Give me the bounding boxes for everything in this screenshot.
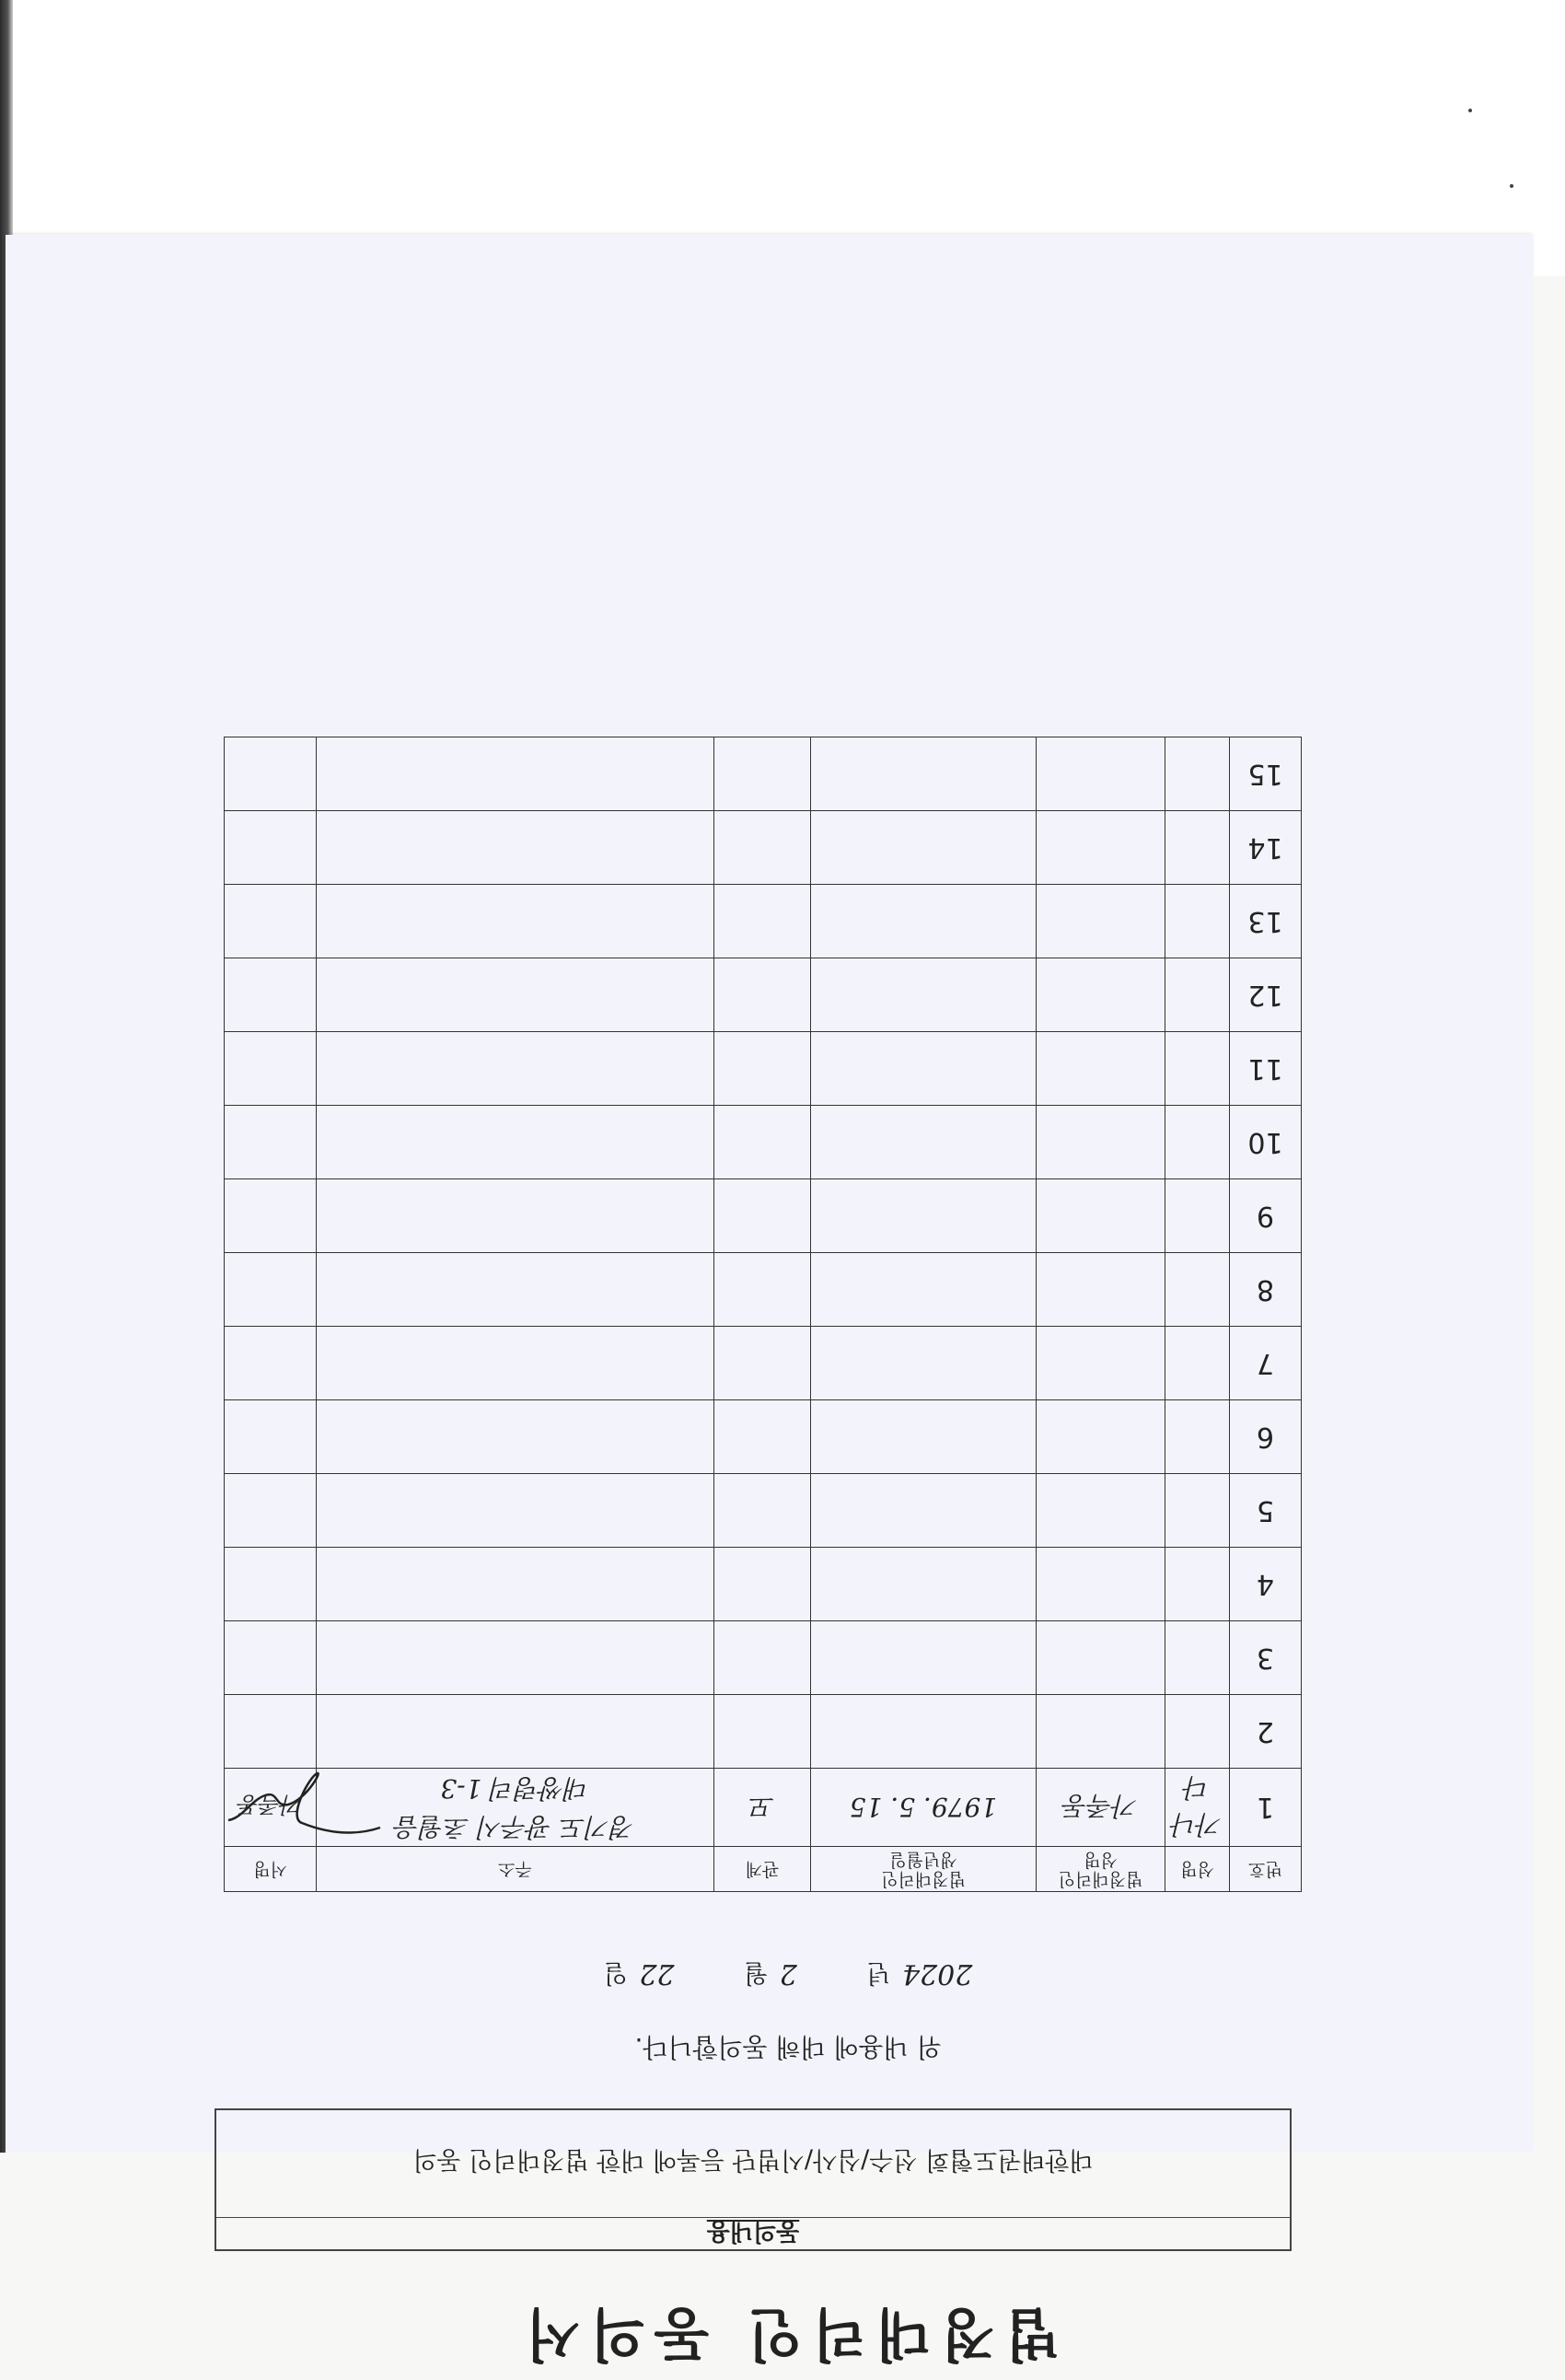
cell-signature xyxy=(225,885,317,958)
cell-address xyxy=(317,811,714,885)
cell-name xyxy=(1165,1474,1230,1548)
cell-name xyxy=(1165,1621,1230,1695)
cell-signature xyxy=(225,1106,317,1179)
date-line xyxy=(190,1957,1386,1993)
cell-signature xyxy=(225,1621,317,1695)
table-row xyxy=(225,1179,1302,1253)
cell-name xyxy=(1165,1548,1230,1621)
table-row xyxy=(225,1106,1302,1179)
cell-guardian-birth xyxy=(811,1400,1037,1474)
cell-no: 10 xyxy=(1230,1106,1302,1179)
cell-no: 12 xyxy=(1230,958,1302,1032)
guardian-table xyxy=(224,737,1302,1892)
cell-signature xyxy=(225,1695,317,1769)
date-day: 22 xyxy=(639,1957,675,1990)
cell-signature xyxy=(225,1769,317,1847)
table-row xyxy=(225,885,1302,958)
table-row xyxy=(225,958,1302,1032)
cell-address xyxy=(317,1548,714,1621)
cell-guardian-name xyxy=(1037,1179,1165,1253)
cell-guardian-birth xyxy=(811,737,1037,811)
cell-no: 15 xyxy=(1230,737,1302,811)
cell-no: 1 xyxy=(1230,1769,1302,1847)
document-content-rotated xyxy=(190,539,1386,2380)
cell-address xyxy=(317,1253,714,1327)
consent-content: 대한태권도협회 선수/심사/시범단 등록에 대한 법정대리인 동의 xyxy=(412,2145,1094,2174)
cell-relation xyxy=(714,1032,811,1106)
cell-signature xyxy=(225,958,317,1032)
cell-no: 5 xyxy=(1230,1474,1302,1548)
cell-guardian-birth xyxy=(811,1327,1037,1400)
cell-no: 6 xyxy=(1230,1400,1302,1474)
header-signature: 서명 xyxy=(225,1847,317,1892)
cell-guardian-birth xyxy=(811,811,1037,885)
table-row xyxy=(225,1032,1302,1106)
cell-guardian-birth xyxy=(811,1106,1037,1179)
cell-guardian-birth xyxy=(811,958,1037,1032)
cell-address-line2: 대쌍령리 1-3 xyxy=(440,1773,590,1804)
cell-name xyxy=(1165,885,1230,958)
cell-address xyxy=(317,1474,714,1548)
consent-box xyxy=(214,2108,1292,2251)
cell-guardian-name xyxy=(1037,1548,1165,1621)
cell-relation xyxy=(714,1106,811,1179)
cell-guardian-name xyxy=(1037,1400,1165,1474)
table-row xyxy=(225,1769,1302,1847)
cell-address xyxy=(317,1106,714,1179)
cell-signature xyxy=(225,1548,317,1621)
cell-relation xyxy=(714,1253,811,1327)
cell-address xyxy=(317,1179,714,1253)
cell-signature xyxy=(225,811,317,885)
cell-address xyxy=(317,1695,714,1769)
table-row xyxy=(225,811,1302,885)
agree-statement: 위 내용에 대해 동의합니다. xyxy=(634,2032,942,2062)
cell-guardian-name xyxy=(1037,1327,1165,1400)
scan-speck xyxy=(1510,184,1513,188)
cell-address xyxy=(317,737,714,811)
cell-guardian-name xyxy=(1037,1474,1165,1548)
cell-no: 9 xyxy=(1230,1179,1302,1253)
cell-guardian-name xyxy=(1037,1106,1165,1179)
signature-text: 가족동 xyxy=(238,1792,303,1818)
cell-guardian-birth xyxy=(811,1548,1037,1621)
cell-guardian-birth: 1979. 5. 15 xyxy=(811,1769,1037,1847)
cell-guardian-birth xyxy=(811,1621,1037,1695)
header-guardian-name-line1: 법정대리인 xyxy=(1058,1868,1143,1889)
table-row xyxy=(225,1327,1302,1400)
cell-signature xyxy=(225,1474,317,1548)
cell-relation xyxy=(714,737,811,811)
cell-address xyxy=(317,1400,714,1474)
cell-name xyxy=(1165,1106,1230,1179)
cell-address xyxy=(317,1032,714,1106)
cell-guardian-name: 가족동 xyxy=(1037,1769,1165,1847)
cell-name xyxy=(1165,1179,1230,1253)
cell-no: 8 xyxy=(1230,1253,1302,1327)
header-no: 번호 xyxy=(1230,1847,1302,1892)
cell-relation xyxy=(714,1621,811,1695)
cell-signature xyxy=(225,1327,317,1400)
date-month: 2 xyxy=(779,1957,797,1990)
cell-guardian-birth xyxy=(811,1253,1037,1327)
date-year: 2024 xyxy=(902,1957,973,1990)
cell-address-line1: 경기도 광주시 초월읍 xyxy=(394,1812,636,1842)
cell-no: 4 xyxy=(1230,1548,1302,1621)
cell-relation xyxy=(714,958,811,1032)
cell-guardian-name xyxy=(1037,1253,1165,1327)
cell-no: 7 xyxy=(1230,1327,1302,1400)
header-guardian-name-line2: 성명 xyxy=(1084,1850,1118,1870)
cell-guardian-birth xyxy=(811,1179,1037,1253)
cell-guardian-birth xyxy=(811,1032,1037,1106)
cell-relation xyxy=(714,885,811,958)
cell-relation xyxy=(714,811,811,885)
table-header-row xyxy=(225,1847,1302,1892)
cell-guardian-name xyxy=(1037,737,1165,811)
cell-guardian-name xyxy=(1037,885,1165,958)
cell-guardian-name xyxy=(1037,1032,1165,1106)
cell-name xyxy=(1165,1400,1230,1474)
header-address: 주소 xyxy=(317,1847,714,1892)
cell-no: 2 xyxy=(1230,1695,1302,1769)
date-year-unit: 년 xyxy=(866,1958,891,1987)
cell-address xyxy=(317,958,714,1032)
consent-heading: 동의내용 xyxy=(216,2217,1290,2249)
cell-guardian-name xyxy=(1037,1695,1165,1769)
cell-address xyxy=(317,1621,714,1695)
document-page xyxy=(6,235,1534,2368)
cell-address xyxy=(317,1327,714,1400)
cell-relation xyxy=(714,1400,811,1474)
table-row xyxy=(225,1548,1302,1621)
scan-speck xyxy=(1468,109,1472,112)
cell-name xyxy=(1165,958,1230,1032)
table-row xyxy=(225,1400,1302,1474)
cell-signature xyxy=(225,1400,317,1474)
cell-no: 14 xyxy=(1230,811,1302,885)
table-row xyxy=(225,1695,1302,1769)
cell-name: 가나다 xyxy=(1165,1769,1230,1847)
table-row xyxy=(225,1474,1302,1548)
cell-no: 13 xyxy=(1230,885,1302,958)
cell-name xyxy=(1165,1253,1230,1327)
table-row xyxy=(225,1253,1302,1327)
cell-relation xyxy=(714,1179,811,1253)
table-row xyxy=(225,1621,1302,1695)
cell-relation xyxy=(714,1327,811,1400)
cell-name xyxy=(1165,1327,1230,1400)
cell-address xyxy=(317,885,714,958)
cell-name xyxy=(1165,811,1230,885)
cell-name xyxy=(1165,737,1230,811)
cell-guardian-birth xyxy=(811,1474,1037,1548)
header-relation: 관계 xyxy=(714,1847,811,1892)
date-month-unit: 월 xyxy=(744,1958,769,1987)
header-guardian-birth xyxy=(811,1847,1037,1892)
cell-signature xyxy=(225,737,317,811)
cell-relation xyxy=(714,1474,811,1548)
header-guardian-birth-line2: 생년월일 xyxy=(889,1850,957,1870)
cell-guardian-name xyxy=(1037,958,1165,1032)
cell-guardian-birth xyxy=(811,885,1037,958)
cell-signature xyxy=(225,1179,317,1253)
cell-relation xyxy=(714,1695,811,1769)
cell-no: 3 xyxy=(1230,1621,1302,1695)
cell-no: 11 xyxy=(1230,1032,1302,1106)
cell-guardian-name xyxy=(1037,811,1165,885)
cell-name xyxy=(1165,1032,1230,1106)
document-title: 법정대리인 동의서 xyxy=(516,2301,1061,2368)
cell-relation: 모 xyxy=(714,1769,811,1847)
cell-name xyxy=(1165,1695,1230,1769)
header-guardian-name xyxy=(1037,1847,1165,1892)
header-name: 성명 xyxy=(1165,1847,1230,1892)
header-guardian-birth-line1: 법정대리인 xyxy=(881,1868,966,1889)
date-day-unit: 일 xyxy=(603,1958,628,1987)
cell-guardian-name xyxy=(1037,1621,1165,1695)
cell-guardian-birth xyxy=(811,1695,1037,1769)
table-row xyxy=(225,737,1302,811)
cell-signature xyxy=(225,1032,317,1106)
cell-relation xyxy=(714,1548,811,1621)
cell-signature xyxy=(225,1253,317,1327)
